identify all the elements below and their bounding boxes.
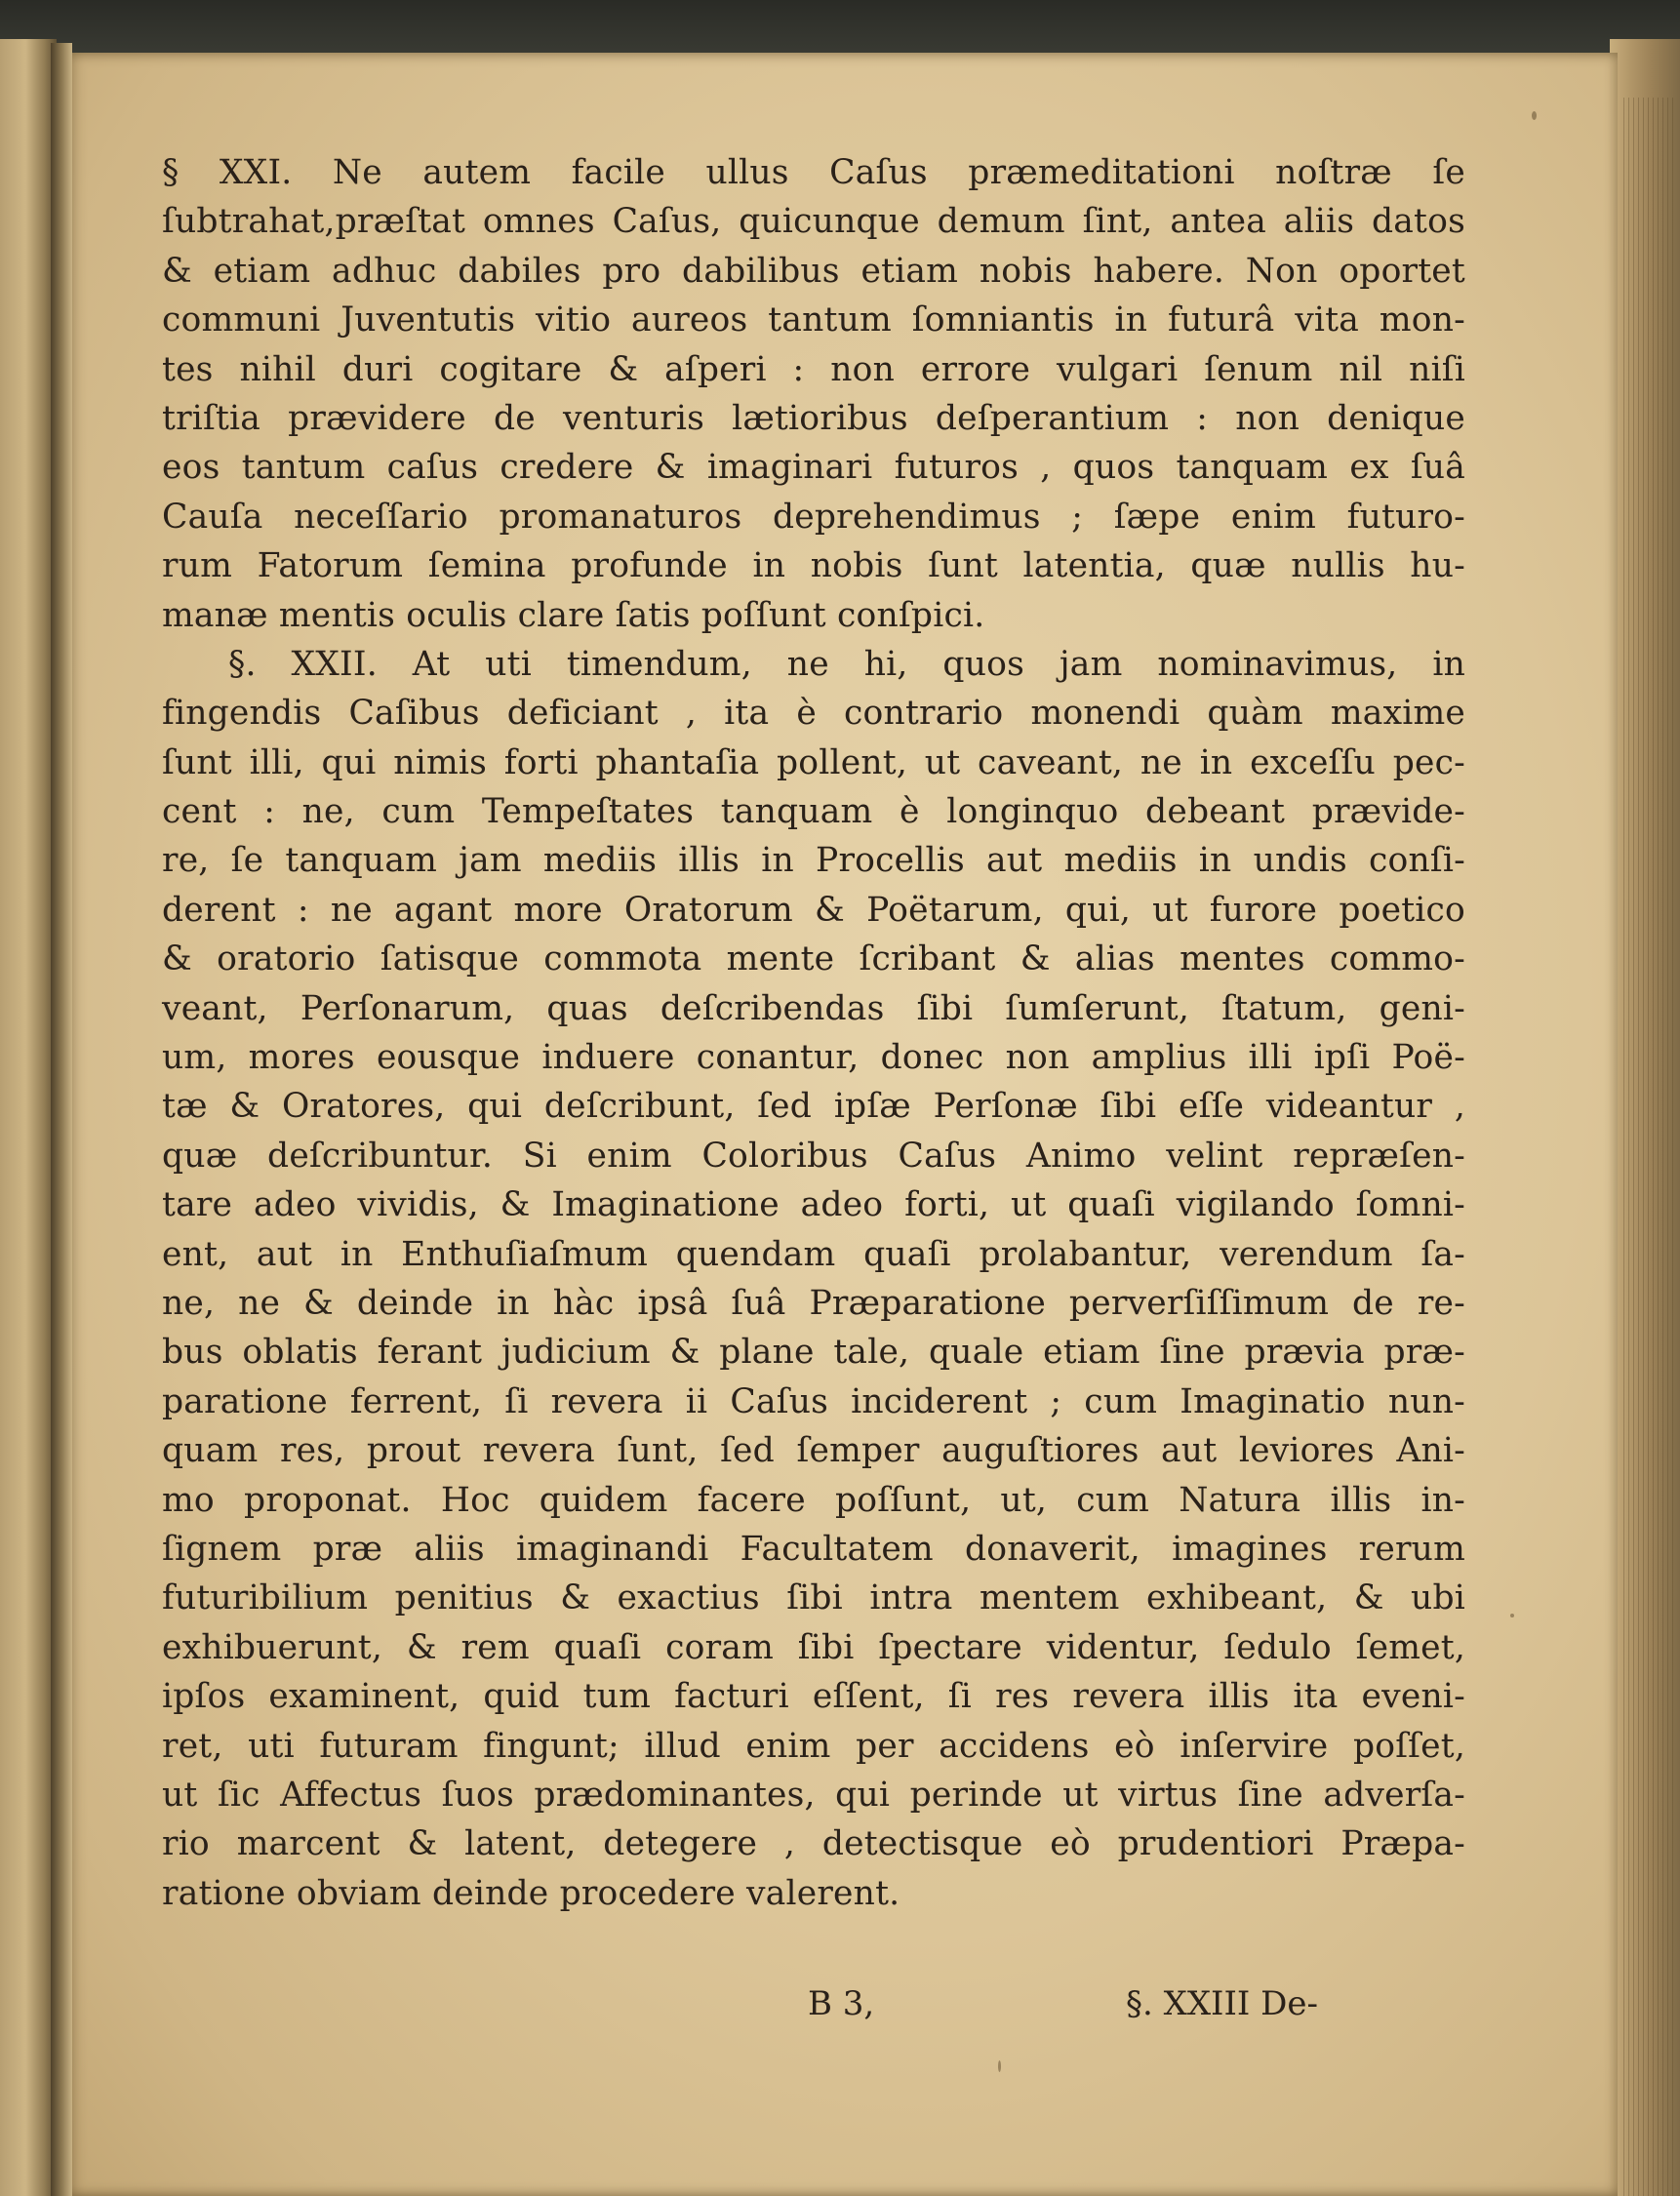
text-line: futuribilium penitius & exactius ſibi intra mentem exhibeant, & ubi <box>162 1578 1465 1618</box>
page-block-edge <box>1610 39 1680 2196</box>
text-line: triſtia prævidere de venturis lætioribus deſperantium : non denique <box>162 398 1465 438</box>
text-line: tes nihil duri cogitare & aſperi : non errore vulgari ſenum nil niſi <box>162 349 1465 389</box>
text-line: manæ mentis oculis clare ſatis poſſunt conſpici. <box>162 595 985 635</box>
text-line: ſunt illi, qui nimis forti phantaſia pollent, ut caveant, ne in exceſſu pec- <box>162 742 1465 782</box>
text-line: fingendis Caſibus deficiant , ita è contrario monendi quàm maxime <box>162 694 1465 734</box>
text-line: tare adeo vividis, & Imaginatione adeo forti, ut quaſi vigilando ſomni- <box>162 1185 1465 1225</box>
text-line: & etiam adhuc dabiles pro dabilibus etiam nobis habere. Non oportet <box>162 251 1465 291</box>
text-line: ut ſic Affectus ſuos prædominantes, qui perinde ut virtus ſine adverſa- <box>162 1775 1465 1815</box>
text-line: Cauſa neceſſario promanaturos deprehendimus ; ſæpe enim futuro- <box>162 497 1465 537</box>
text-line: quam res, prout revera ſunt, ſed ſemper auguſtiores aut leviores Ani- <box>162 1431 1465 1471</box>
text-line: re, ſe tanquam jam mediis illis in Procellis aut mediis in undis conſi- <box>162 841 1465 881</box>
text-line: um, mores eousque induere conantur, donec non amplius illi ipſi Poë- <box>162 1038 1465 1078</box>
text-line: ſignem præ aliis imaginandi Facultatem donaverit, imagines rerum <box>162 1529 1465 1569</box>
text-line: quæ deſcribuntur. Si enim Coloribus Caſus Animo velint repræſen- <box>162 1136 1465 1176</box>
previous-page-edge <box>0 39 57 2196</box>
text-line: tæ & Oratores, qui deſcribunt, ſed ipſæ Perſonæ ſibi eſſe videantur , <box>162 1087 1465 1127</box>
text-line: bus oblatis ferant judicium & plane tale, quale etiam ſine prævia præ- <box>162 1333 1465 1373</box>
text-line: ret, uti futuram fingunt; illud enim per accidens eò inſervire poſſet, <box>162 1726 1465 1766</box>
ink-spot <box>1532 111 1537 120</box>
book-page <box>66 53 1618 2196</box>
text-line: rum Fatorum ſemina profunde in nobis ſunt latentia, quæ nullis hu- <box>162 546 1465 586</box>
signature-mark: B 3, <box>808 1984 875 2023</box>
text-line: § XXI. Ne autem facile ullus Caſus præmeditationi noſtræ ſe <box>162 153 1465 192</box>
page-edge-lines <box>1623 98 1674 2196</box>
binding-gutter <box>51 43 72 2196</box>
catchword: §. XXIII De- <box>1126 1984 1318 2023</box>
text-line: exhibuerunt, & rem quaſi coram ſibi ſpectare videntur, ſedulo ſemet, <box>162 1627 1465 1667</box>
text-line: §. XXII. At uti timendum, ne hi, quos jam nominavimus, in <box>228 644 1465 684</box>
text-line: paratione ferrent, ſi revera ii Caſus inciderent ; cum Imaginatio nun- <box>162 1381 1465 1421</box>
text-line: mo proponat. Hoc quidem facere poſſunt, ut, cum Natura illis in- <box>162 1480 1465 1520</box>
text-line: veant, Perſonarum, quas deſcribendas ſibi ſumſerunt, ſtatum, geni- <box>162 988 1465 1028</box>
text-line: eos tantum caſus credere & imaginari futuros , quos tanquam ex ſuâ <box>162 448 1465 488</box>
text-line: communi Juventutis vitio aureos tantum ſomniantis in futurâ vita mon- <box>162 300 1465 340</box>
text-line: ſubtrahat,præſtat omnes Caſus, quicunque demum ſint, antea aliis datos <box>162 202 1465 242</box>
text-line: derent : ne agant more Oratorum & Poëtarum, qui, ut furore poetico <box>162 890 1465 930</box>
text-line: rio marcent & latent, detegere , detectisque eò prudentiori Præpa- <box>162 1824 1465 1864</box>
text-line: ne, ne & deinde in hàc ipsâ ſuâ Præparatione perverſiſſimum de re- <box>162 1283 1465 1323</box>
ink-spot <box>998 2060 1001 2072</box>
paragraph-21 <box>162 148 1465 640</box>
text-line: cent : ne, cum Tempeſtates tanquam è longinquo debeant prævide- <box>162 792 1465 832</box>
text-line: ipſos examinent, quid tum facturi eſſent, ſi res revera illis ita eveni- <box>162 1677 1465 1717</box>
page-text <box>162 148 1465 1918</box>
text-line: & oratorio ſatisque commota mente ſcribant & alias mentes commo- <box>162 939 1465 979</box>
ink-spot <box>1510 1614 1514 1617</box>
text-line: ent, aut in Enthuſiaſmum quendam quaſi prolabantur, verendum ſa- <box>162 1234 1465 1274</box>
text-line: ratione obviam deinde procedere valerent. <box>162 1873 900 1913</box>
paragraph-22 <box>162 640 1465 1918</box>
